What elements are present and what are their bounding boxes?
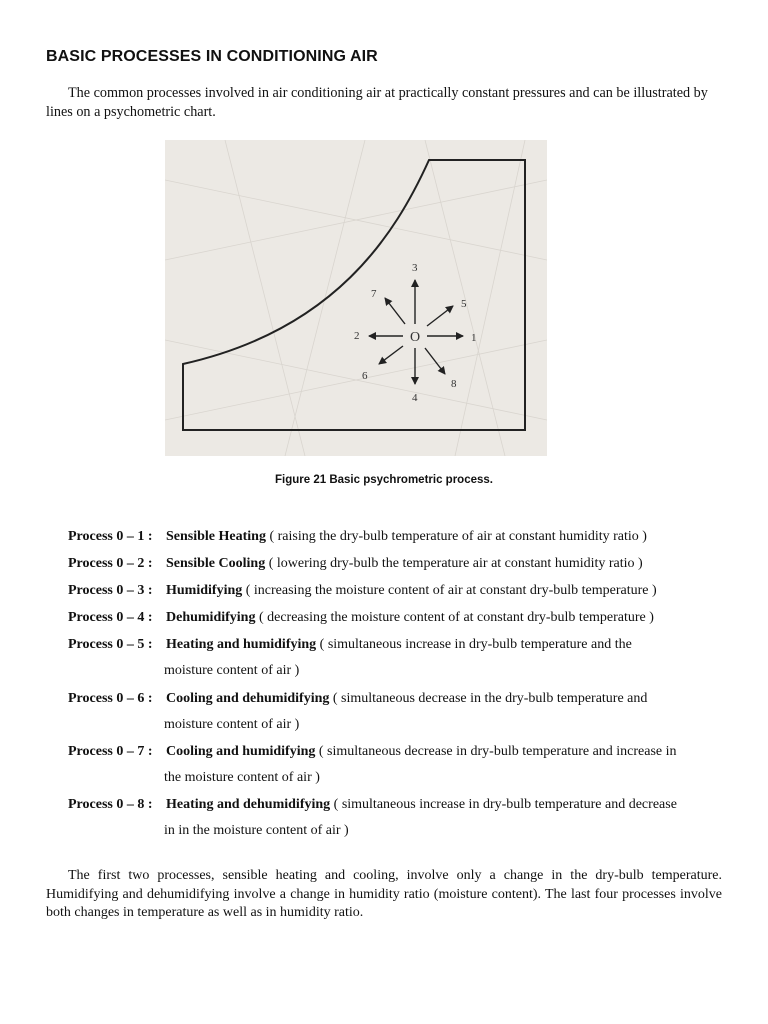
origin-label: O [410, 330, 421, 345]
process-description: ( simultaneous decrease in dry-bulb temperature and increase in [315, 744, 677, 759]
arrow-label-1: 1 [471, 332, 477, 344]
process-description: ( decreasing the moisture content of at constant dry-bulb temperature ) [255, 610, 654, 625]
process-item [68, 795, 677, 838]
process-description: ( simultaneous increase in dry-bulb temperature and decrease [330, 797, 677, 812]
process-description-continued: in in the moisture content of air ) [164, 823, 349, 838]
intro-paragraph: The common processes involved in air conditioning air at practically constant pressures and can be illustrated by lines on a psychometric chart. [46, 85, 708, 120]
process-label: Process 0 – 7 : [68, 744, 153, 759]
process-item [68, 554, 643, 573]
process-name: Sensible Heating [166, 529, 266, 544]
process-label: Process 0 – 2 : [68, 556, 153, 571]
arrow-label-7: 7 [371, 288, 377, 300]
process-description: ( raising the dry-bulb temperature of air at constant humidity ratio ) [265, 529, 647, 544]
process-label: Process 0 – 8 : [68, 797, 153, 812]
process-item [68, 527, 647, 546]
process-name: Heating and humidifying [166, 637, 317, 652]
process-item [68, 689, 648, 732]
process-description: ( simultaneous increase in dry-bulb temperature and the [316, 637, 632, 652]
arrow-label-8: 8 [451, 378, 457, 390]
process-item [68, 608, 654, 627]
arrow-label-3: 3 [412, 262, 418, 274]
process-description: ( increasing the moisture content of air at constant dry-bulb temperature ) [242, 583, 657, 598]
process-description: ( simultaneous decrease in the dry-bulb temperature and [329, 691, 648, 706]
figure-caption: Figure 21 Basic psychrometric process. [275, 474, 493, 486]
chart-texture [165, 140, 547, 456]
process-item [68, 742, 677, 785]
process-label: Process 0 – 6 : [68, 691, 153, 706]
process-name: Sensible Cooling [166, 556, 266, 571]
saturation-curve-outline [183, 160, 525, 430]
process-description: ( lowering dry-bulb the temperature air at constant humidity ratio ) [265, 556, 643, 571]
arrow-label-6: 6 [362, 370, 368, 382]
process-label: Process 0 – 4 : [68, 610, 153, 625]
summary-paragraph: The first two processes, sensible heating and cooling, involve only a change in the dry-bulb temperature. Humidifying and dehumidifying involve a change in humidity ratio (moisture content). The last four processes involve both changes in temperature as well as in humidity ratio. [46, 868, 722, 920]
arrow-8 [425, 348, 445, 374]
process-name: Cooling and humidifying [166, 744, 316, 759]
arrow-5 [427, 306, 453, 326]
psychrometric-diagram [165, 140, 547, 456]
process-description-continued: moisture content of air ) [164, 663, 300, 678]
process-name: Dehumidifying [166, 610, 256, 625]
process-item [68, 635, 632, 678]
arrow-label-5: 5 [461, 298, 467, 310]
process-label: Process 0 – 1 : [68, 529, 153, 544]
process-item [68, 581, 657, 600]
page-title: BASIC PROCESSES IN CONDITIONING AIR [46, 48, 378, 65]
arrow-6 [379, 346, 403, 364]
process-label: Process 0 – 3 : [68, 583, 153, 598]
process-description-continued: moisture content of air ) [164, 717, 300, 732]
arrow-label-4: 4 [412, 392, 418, 404]
arrow-7 [385, 298, 405, 324]
process-name: Heating and dehumidifying [166, 797, 331, 812]
process-name: Humidifying [166, 583, 243, 598]
arrow-label-2: 2 [354, 330, 360, 342]
process-name: Cooling and dehumidifying [166, 691, 330, 706]
process-label: Process 0 – 5 : [68, 637, 153, 652]
psychrometric-figure [165, 140, 547, 456]
process-description-continued: the moisture content of air ) [164, 770, 320, 785]
